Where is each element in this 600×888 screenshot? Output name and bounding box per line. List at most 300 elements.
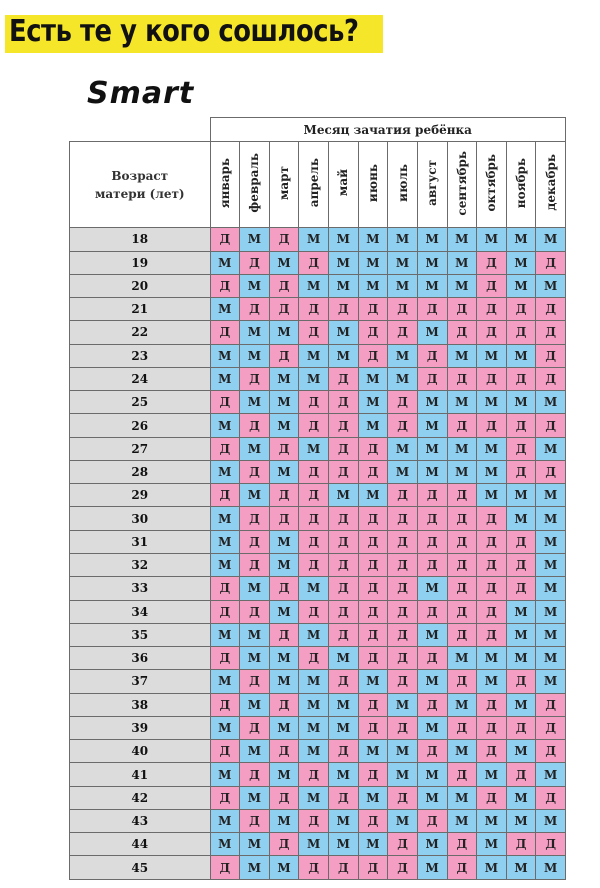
girl-cell: Д [240,763,270,786]
girl-cell: Д [210,693,240,716]
girl-cell: Д [388,391,418,414]
age-cell: 40 [70,740,211,763]
age-cell: 22 [70,321,211,344]
girl-cell: Д [506,577,536,600]
boy-cell: М [240,391,270,414]
girl-cell: Д [240,670,270,693]
month-header-cell [477,142,507,228]
boy-cell: М [299,833,329,856]
boy-cell: М [477,344,507,367]
boy-cell: М [447,274,477,297]
table-row [70,274,566,297]
girl-cell: Д [210,437,240,460]
month-header-cell [299,142,329,228]
table-row [70,251,566,274]
table-row [70,367,566,390]
girl-cell: Д [477,577,507,600]
girl-cell: Д [299,251,329,274]
month-header-cell [536,142,566,228]
table-row [70,344,566,367]
girl-cell: Д [506,437,536,460]
boy-cell: М [536,228,566,251]
boy-cell: М [240,833,270,856]
boy-cell: М [210,554,240,577]
girl-cell: Д [447,600,477,623]
girl-cell: Д [388,577,418,600]
month-label: май [336,169,351,197]
girl-cell: Д [240,414,270,437]
girl-cell: Д [477,298,507,321]
girl-cell: Д [299,763,329,786]
boy-cell: М [417,274,447,297]
boy-cell: М [477,484,507,507]
girl-cell: Д [358,298,388,321]
girl-cell: Д [329,670,359,693]
boy-cell: М [506,484,536,507]
month-header-cell [210,142,240,228]
boy-cell: М [447,251,477,274]
age-cell: 23 [70,344,211,367]
boy-cell: М [447,647,477,670]
boy-cell: М [210,367,240,390]
girl-cell: Д [417,484,447,507]
boy-cell: М [388,251,418,274]
boy-cell: М [329,693,359,716]
month-header-cell [269,142,299,228]
month-label: июнь [365,163,380,202]
boy-cell: М [358,740,388,763]
boy-cell: М [477,809,507,832]
girl-cell: Д [477,623,507,646]
boy-cell: М [536,647,566,670]
girl-cell: Д [447,484,477,507]
boy-cell: М [299,740,329,763]
girl-cell: Д [299,647,329,670]
girl-cell: Д [506,716,536,739]
boy-cell: М [329,763,359,786]
age-cell: 19 [70,251,211,274]
girl-cell: Д [447,716,477,739]
girl-cell: Д [447,321,477,344]
girl-cell: Д [506,763,536,786]
girl-cell: Д [506,670,536,693]
girl-cell: Д [477,716,507,739]
boy-cell: М [536,623,566,646]
girl-cell: Д [477,414,507,437]
age-cell: 44 [70,833,211,856]
boy-cell: М [269,856,299,880]
boy-cell: М [477,763,507,786]
table-row [70,763,566,786]
girl-cell: Д [299,321,329,344]
boy-cell: М [447,693,477,716]
month-header-cell [447,142,477,228]
girl-cell: Д [299,460,329,483]
girl-cell: Д [299,414,329,437]
girl-cell: Д [417,647,447,670]
girl-cell: Д [388,484,418,507]
girl-cell: Д [210,228,240,251]
month-label: март [277,165,292,200]
boy-cell: М [417,833,447,856]
girl-cell: Д [388,554,418,577]
girl-cell: Д [358,577,388,600]
table-row [70,600,566,623]
month-header-cell [329,142,359,228]
girl-cell: Д [210,786,240,809]
boy-cell: М [269,367,299,390]
girl-cell: Д [536,344,566,367]
boy-cell: М [477,833,507,856]
boy-cell: М [240,647,270,670]
girl-cell: Д [417,367,447,390]
boy-cell: М [240,856,270,880]
girl-cell: Д [536,693,566,716]
month-header-cell [388,142,418,228]
age-cell: 28 [70,460,211,483]
boy-cell: М [269,251,299,274]
boy-cell: М [536,484,566,507]
boy-cell: М [536,856,566,880]
boy-cell: М [388,740,418,763]
boy-cell: М [329,716,359,739]
boy-cell: М [417,763,447,786]
boy-cell: М [506,809,536,832]
girl-cell: Д [388,298,418,321]
girl-cell: Д [358,647,388,670]
girl-cell: Д [506,833,536,856]
month-label: сентябрь [454,150,469,216]
age-cell: 31 [70,530,211,553]
boy-cell: М [477,670,507,693]
boy-cell: М [210,530,240,553]
month-label: июль [395,163,410,202]
girl-cell: Д [329,507,359,530]
boy-cell: М [447,740,477,763]
month-header-cell [240,142,270,228]
boy-cell: М [447,228,477,251]
boy-cell: М [240,484,270,507]
table-row [70,856,566,880]
girl-cell: Д [447,577,477,600]
girl-cell: Д [417,740,447,763]
boy-cell: М [417,437,447,460]
girl-cell: Д [210,577,240,600]
boy-cell: М [358,786,388,809]
boy-cell: М [240,321,270,344]
boy-cell: М [240,623,270,646]
girl-cell: Д [536,786,566,809]
girl-cell: Д [240,507,270,530]
boy-cell: М [240,786,270,809]
boy-cell: М [358,414,388,437]
boy-cell: М [477,856,507,880]
girl-cell: Д [447,833,477,856]
boy-cell: М [358,484,388,507]
conception-table [69,117,566,880]
girl-cell: Д [477,321,507,344]
girl-cell: Д [477,600,507,623]
girl-cell: Д [358,554,388,577]
girl-cell: Д [358,437,388,460]
boy-cell: М [506,786,536,809]
girl-cell: Д [358,507,388,530]
boy-cell: М [536,670,566,693]
girl-cell: Д [358,530,388,553]
girl-cell: Д [417,507,447,530]
girl-cell: Д [269,274,299,297]
boy-cell: М [210,809,240,832]
girl-cell: Д [269,623,299,646]
boy-cell: М [536,554,566,577]
age-cell: 43 [70,809,211,832]
month-label: август [425,159,440,206]
age-cell: 25 [70,391,211,414]
boy-cell: М [299,344,329,367]
table-row [70,507,566,530]
boy-cell: М [299,367,329,390]
girl-cell: Д [269,693,299,716]
boy-cell: М [329,809,359,832]
girl-cell: Д [388,530,418,553]
boy-cell: М [447,809,477,832]
girl-cell: Д [240,298,270,321]
girl-cell: Д [506,367,536,390]
boy-cell: М [210,507,240,530]
age-cell: 38 [70,693,211,716]
boy-cell: М [299,623,329,646]
girl-cell: Д [329,740,359,763]
boy-cell: М [210,763,240,786]
age-header-line2: матери (лет) [94,186,185,201]
boy-cell: М [240,577,270,600]
boy-cell: М [447,344,477,367]
boy-cell: М [417,716,447,739]
age-cell: 26 [70,414,211,437]
boy-cell: М [536,437,566,460]
boy-cell: М [358,251,388,274]
table-row [70,484,566,507]
girl-cell: Д [447,414,477,437]
girl-cell: Д [388,600,418,623]
boy-cell: М [240,437,270,460]
girl-cell: Д [388,623,418,646]
boy-cell: М [506,623,536,646]
month-label: апрель [306,158,321,208]
girl-cell: Д [269,344,299,367]
table-row [70,554,566,577]
age-cell: 45 [70,856,211,880]
girl-cell: Д [210,856,240,880]
girl-cell: Д [329,600,359,623]
boy-cell: М [210,623,240,646]
boy-cell: М [240,693,270,716]
table-row [70,460,566,483]
age-cell: 30 [70,507,211,530]
boy-cell: М [299,577,329,600]
girl-cell: Д [388,786,418,809]
girl-cell: Д [269,833,299,856]
boy-cell: М [329,833,359,856]
boy-cell: М [447,437,477,460]
girl-cell: Д [269,740,299,763]
table-row [70,321,566,344]
girl-cell: Д [329,414,359,437]
girl-cell: Д [447,554,477,577]
table-row [70,414,566,437]
age-cell: 39 [70,716,211,739]
boy-cell: М [477,647,507,670]
girl-cell: Д [358,856,388,880]
girl-cell: Д [447,856,477,880]
girl-cell: Д [447,298,477,321]
boy-cell: М [506,507,536,530]
girl-cell: Д [477,530,507,553]
boy-cell: М [417,251,447,274]
girl-cell: Д [329,391,359,414]
table-row [70,786,566,809]
boy-cell: М [388,367,418,390]
girl-cell: Д [506,321,536,344]
boy-cell: М [388,274,418,297]
table-row [70,833,566,856]
girl-cell: Д [447,670,477,693]
boy-cell: М [506,391,536,414]
boy-cell: М [417,460,447,483]
boy-cell: М [536,600,566,623]
boy-cell: М [506,274,536,297]
girl-cell: Д [536,414,566,437]
table-row [70,693,566,716]
girl-cell: Д [299,554,329,577]
girl-cell: Д [240,251,270,274]
boy-cell: М [269,647,299,670]
boy-cell: М [358,391,388,414]
girl-cell: Д [388,647,418,670]
boy-cell: М [329,484,359,507]
boy-cell: М [269,391,299,414]
boy-cell: М [388,693,418,716]
table-row [70,228,566,251]
boy-cell: М [388,460,418,483]
girl-cell: Д [506,414,536,437]
boy-cell: М [269,321,299,344]
girl-cell: Д [299,507,329,530]
girl-cell: Д [240,530,270,553]
girl-cell: Д [447,763,477,786]
boy-cell: М [299,274,329,297]
boy-cell: М [506,647,536,670]
girl-cell: Д [329,786,359,809]
age-cell: 42 [70,786,211,809]
girl-cell: Д [536,321,566,344]
girl-cell: Д [447,367,477,390]
girl-cell: Д [477,740,507,763]
girl-cell: Д [388,321,418,344]
month-header-row [70,142,566,228]
girl-cell: Д [299,484,329,507]
girl-cell: Д [299,530,329,553]
month-label: январь [217,157,232,208]
month-label: февраль [247,153,262,213]
girl-cell: Д [329,577,359,600]
girl-cell: Д [447,507,477,530]
girl-cell: Д [210,484,240,507]
boy-cell: М [329,344,359,367]
boy-cell: М [536,391,566,414]
girl-cell: Д [536,740,566,763]
boy-cell: М [269,414,299,437]
boy-cell: М [240,740,270,763]
headline: Есть те у кого сошлось? [9,14,359,49]
boy-cell: М [536,809,566,832]
boy-cell: М [358,367,388,390]
boy-cell: М [269,554,299,577]
corner-spacer [70,118,211,142]
boy-cell: М [269,763,299,786]
boy-cell: М [447,460,477,483]
girl-cell: Д [269,437,299,460]
boy-cell: М [417,670,447,693]
age-cell: 33 [70,577,211,600]
girl-cell: Д [417,600,447,623]
girl-cell: Д [506,460,536,483]
girl-cell: Д [536,716,566,739]
girl-cell: Д [477,367,507,390]
boy-cell: М [329,251,359,274]
age-cell: 34 [70,600,211,623]
boy-cell: М [536,507,566,530]
girl-cell: Д [358,763,388,786]
girl-cell: Д [536,833,566,856]
boy-cell: М [506,856,536,880]
boy-cell: М [299,228,329,251]
boy-cell: М [299,670,329,693]
girl-cell: Д [269,507,299,530]
age-cell: 20 [70,274,211,297]
girl-cell: Д [329,554,359,577]
boy-cell: М [417,623,447,646]
table-row [70,647,566,670]
boy-cell: М [506,344,536,367]
girl-cell: Д [299,298,329,321]
age-cell: 18 [70,228,211,251]
boy-cell: М [299,693,329,716]
boy-cell: М [417,414,447,437]
girl-cell: Д [358,321,388,344]
girl-cell: Д [477,251,507,274]
table-top-header-row [70,118,566,142]
boy-cell: М [536,763,566,786]
girl-cell: Д [210,600,240,623]
girl-cell: Д [417,693,447,716]
girl-cell: Д [210,321,240,344]
girl-cell: Д [240,367,270,390]
boy-cell: М [417,391,447,414]
girl-cell: Д [299,809,329,832]
month-header-cell [358,142,388,228]
boy-cell: М [506,228,536,251]
boy-cell: М [506,693,536,716]
boy-cell: М [388,809,418,832]
girl-cell: Д [506,530,536,553]
girl-cell: Д [536,367,566,390]
boy-cell: М [329,274,359,297]
boy-cell: М [329,321,359,344]
table-row [70,391,566,414]
girl-cell: Д [210,274,240,297]
girl-cell: Д [299,600,329,623]
